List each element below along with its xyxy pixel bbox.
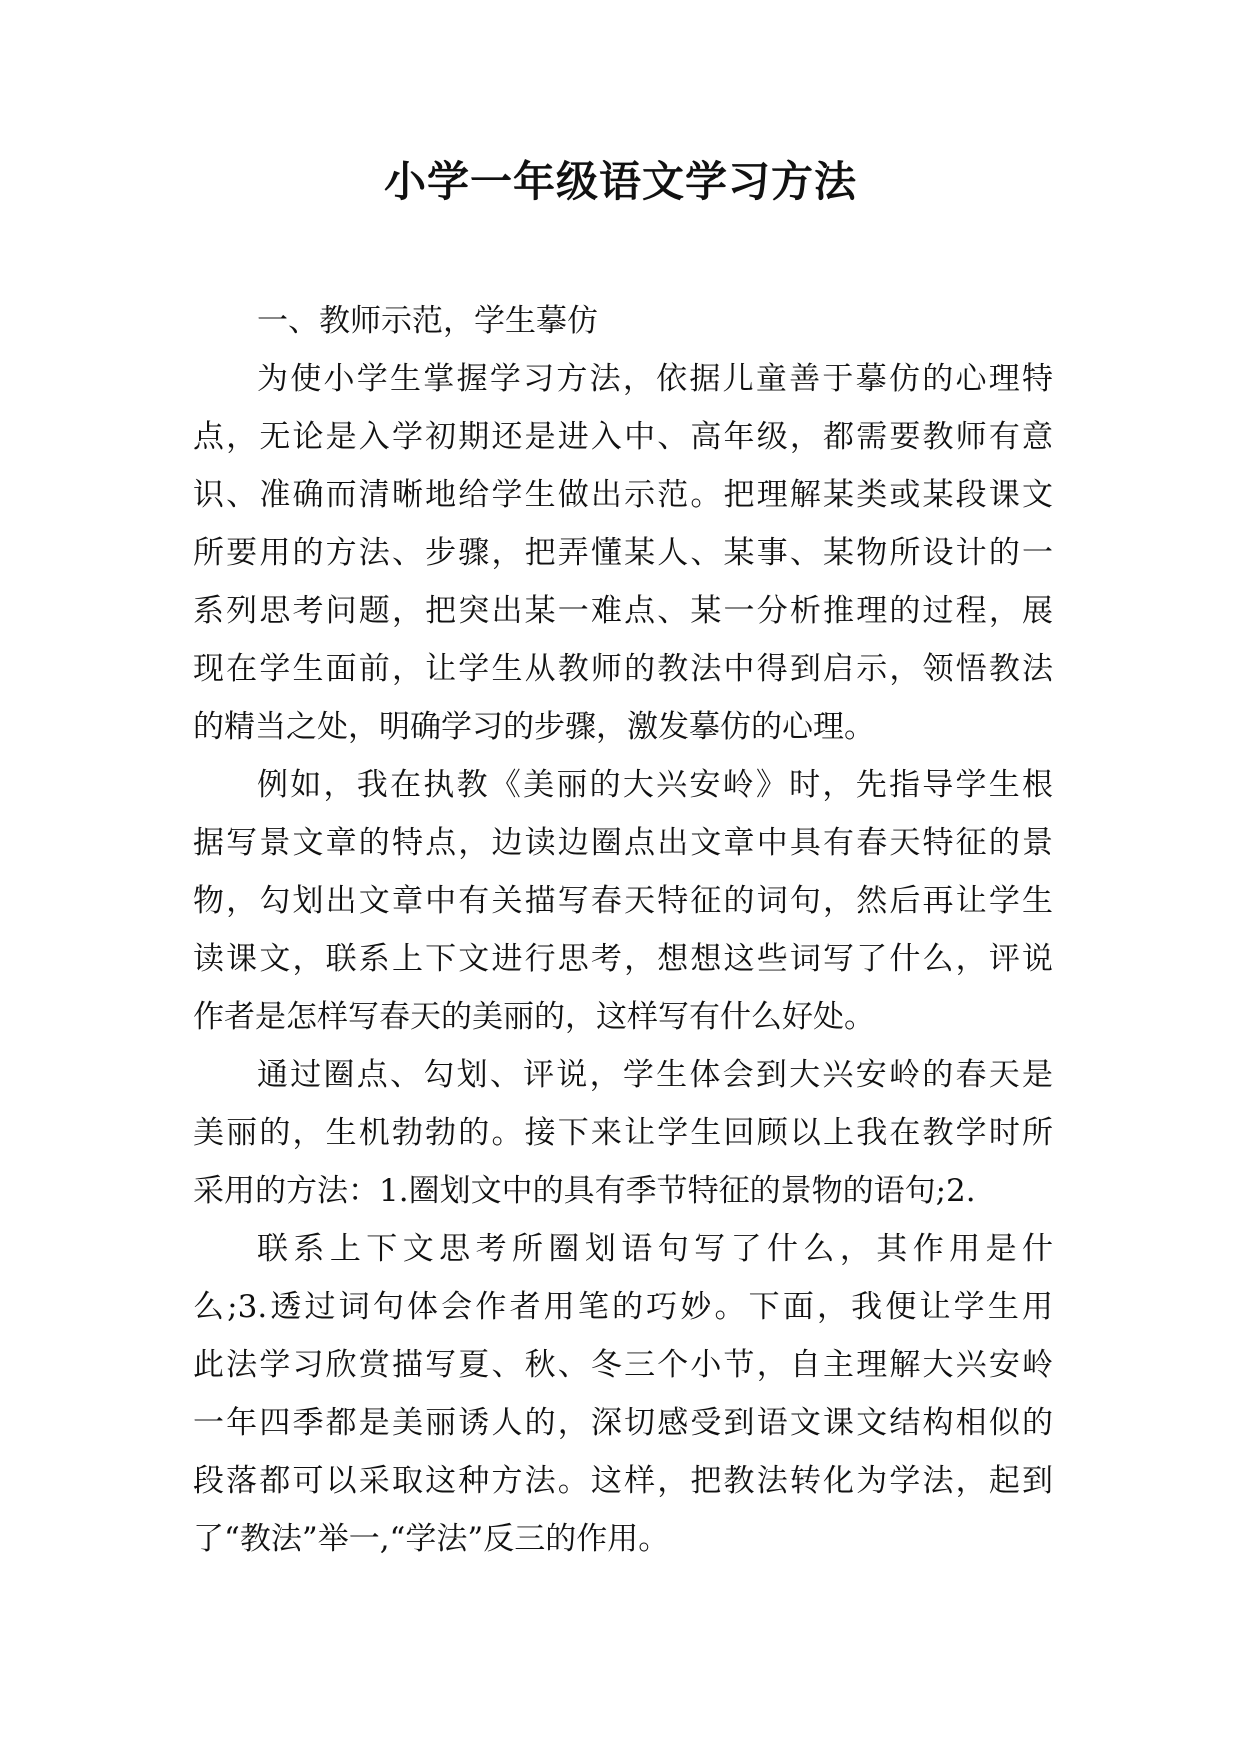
text-line: 了“教法”举一,“学法”反三的作用。 — [193, 1521, 670, 1557]
text-line: 现在学生面前，让学生从教师的教法中得到启示，领悟教法 — [193, 651, 1053, 687]
text-line: 此法学习欣赏描写夏、秋、冬三个小节，自主理解大兴安岭 — [193, 1347, 1053, 1383]
text-line: 例如，我在执教《美丽的大兴安岭》时，先指导学生根 — [257, 767, 1053, 803]
text-line: 读课文，联系上下文进行思考，想想这些词写了什么，评说 — [193, 941, 1053, 977]
text-line: 物，勾划出文章中有关描写春天特征的词句，然后再让学生 — [193, 883, 1053, 919]
text-line: 一、教师示范，学生摹仿 — [257, 303, 598, 339]
text-line: 为使小学生掌握学习方法，依据儿童善于摹仿的心理特 — [257, 361, 1053, 397]
text-line: 据写景文章的特点，边读边圈点出文章中具有春天特征的景 — [193, 825, 1053, 861]
text-line: 所要用的方法、步骤，把弄懂某人、某事、某物所设计的一 — [193, 535, 1053, 571]
document-body — [193, 292, 1053, 1568]
text-line: 段落都可以采取这种方法。这样，把教法转化为学法，起到 — [193, 1463, 1053, 1499]
text-line: 的精当之处，明确学习的步骤，激发摹仿的心理。 — [193, 709, 875, 745]
text-line: 美丽的，生机勃勃的。接下来让学生回顾以上我在教学时所 — [193, 1115, 1053, 1151]
text-line: 采用的方法：1.圈划文中的具有季节特征的景物的语句;2. — [193, 1173, 976, 1209]
text-line: 作者是怎样写春天的美丽的，这样写有什么好处。 — [193, 999, 875, 1035]
text-line: 一年四季都是美丽诱人的，深切感受到语文课文结构相似的 — [193, 1405, 1053, 1441]
document-title: 小学一年级语文学习方法 — [383, 157, 857, 206]
text-line: 点，无论是入学初期还是进入中、高年级，都需要教师有意 — [193, 419, 1053, 455]
text-line: 识、准确而清晰地给学生做出示范。把理解某类或某段课文 — [193, 477, 1053, 513]
text-line: 通过圈点、勾划、评说，学生体会到大兴安岭的春天是 — [257, 1057, 1053, 1093]
text-line: 系列思考问题，把突出某一难点、某一分析推理的过程，展 — [193, 593, 1053, 629]
text-line: 么;3.透过词句体会作者用笔的巧妙。下面，我便让学生用 — [193, 1289, 1053, 1325]
text-line: 联系上下文思考所圈划语句写了什么，其作用是什 — [257, 1231, 1053, 1267]
